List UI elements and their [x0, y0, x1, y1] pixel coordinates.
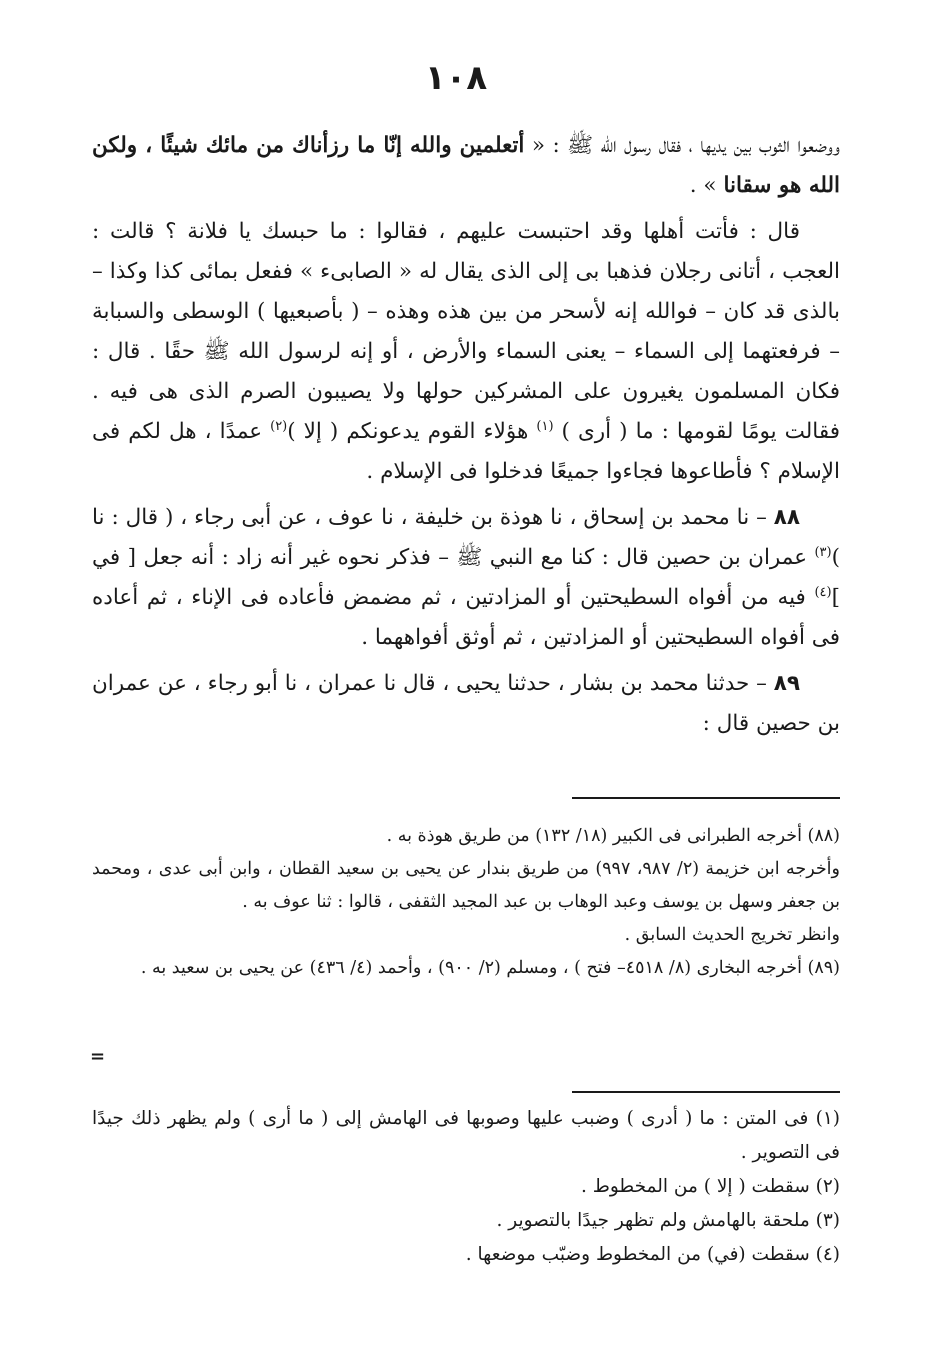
footnote-3: (٣) ملحقة بالهامش ولم تظهر جيدًا بالتصوير . — [496, 1210, 840, 1231]
text-run: » . — [689, 173, 724, 198]
takhrij-88-line: وانظر تخريج الحديث السابق . — [624, 925, 840, 945]
footnote-1: (١) فى المتن : ما ( أدرى ) وضبب عليها وصوبها فى الهامش إلى ( ما أرى ) ولم يظهر ذلك جيدًا فى التصوير . — [92, 1108, 840, 1163]
text-run: ووضعوا الثوب بين يديها ، فقال رسول الله ﷺ : « — [524, 133, 840, 158]
separator-rule — [572, 1091, 840, 1093]
paragraph-story — [92, 212, 840, 492]
footnote-ref-4: (٤) — [814, 584, 832, 600]
hadith-number-88: ٨٨ — [773, 505, 800, 530]
takhrij-88-line: (٨٨) أخرجه الطبرانى فى الكبير (١٨/ ١٣٢) من طريق هوذة به . — [386, 826, 840, 846]
separator-rule — [572, 797, 840, 799]
text-run: هؤلاء القوم يدعونكم ( إلا ) — [287, 419, 537, 444]
takhrij-89: (٨٩) أخرجه البخارى (٨/ ٤٥١٨– فتح ) ، ومسلم (٢/ ٩٠٠) ، وأحمد (٤/ ٤٣٦) عن يحيى بن سعيد به . — [140, 958, 840, 978]
hadith-number-89: ٨٩ — [773, 671, 800, 696]
text-run: عمدًا ، هل لكم فى الإسلام ؟ فأطاعوها فجاءوا جميعًا فدخلوا فى الإسلام . — [92, 419, 840, 484]
footnote-ref-2: (٢) — [270, 418, 288, 434]
footnote-ref-1: (١) — [536, 418, 554, 434]
footnotes — [92, 1102, 840, 1272]
hadith-89 — [92, 664, 840, 744]
text-run: – نا محمد بن إسحاق ، نا هوذة بن خليفة ، نا عوف ، عن أبى رجاء ، ( قال : نا ) — [92, 505, 840, 570]
continuation-mark: = — [90, 1046, 106, 1067]
text-run: – حدثنا محمد بن بشار ، حدثنا يحيى ، قال نا عمران ، نا أبو رجاء ، عن عمران بن حصين قال : — [92, 671, 840, 736]
page-number: ١٠٨ — [424, 58, 488, 98]
footnote-2: (٢) سقطت ( إلا ) من المخطوط . — [581, 1176, 840, 1197]
paragraph-hadith-end — [92, 126, 840, 206]
text-run: عمران بن حصين قال : كنا مع النبي ﷺ – فذكر نحوه غير أنه زاد : أنه جعل [ في ] — [92, 545, 840, 610]
takhrij-notes — [92, 820, 840, 985]
footnote-4: (٤) سقطت (في) من المخطوط وضبّب موضعها . — [465, 1244, 840, 1265]
main-text — [92, 126, 840, 750]
footnote-ref-3: (٣) — [814, 544, 832, 560]
text-run: قال : فأتت أهلها وقد احتبست عليهم ، فقالوا : ما حبسك يا فلانة ؟ قالت : العجب ، أتانى رجلان فذهبا بى إلى الذى يقال له « الصابىء » ففعل بمائى كذا وكذا – بالذى قد كان – فوالله إنه لأسحر من بين هذه وهذه – ( بأصبعيها ) الوسطى والسبابة – فرفعتهما إلى السماء – يعنى السماء والأرض ، أو إنه لرسول الله ﷺ حقًا . قال : فكان المسلمون يغيرون على المشركين حولها ولا يصيبون الصرم الذى هى فيه . فقالت يومًا لقومها : ما ( أرى ) — [92, 219, 840, 444]
takhrij-88-line: وأخرجه ابن خزيمة (٢/ ٩٨٧، ٩٩٧) من طريق بندار عن يحيى بن سعيد القطان ، وابن أبى عدى ، ومحمد بن جعفر وسهل بن يوسف وعبد الوهاب بن عبد المجيد الثقفى ، قالوا : ثنا عوف به . — [92, 859, 840, 912]
hadith-88 — [92, 498, 840, 658]
prophet-quote: أتعلمين والله إنّا ما رزأناك من مائك شيئًا ، ولكن الله هو سقانا — [92, 133, 840, 198]
text-run: فيه من أفواه السطيحتين أو المزادتين ، ثم مضمض فأعاده فى الإناء ، ثم أعاده فى أفواه السطيحتين أو المزادتين ، ثم أوثق أفواههما . — [92, 585, 840, 650]
